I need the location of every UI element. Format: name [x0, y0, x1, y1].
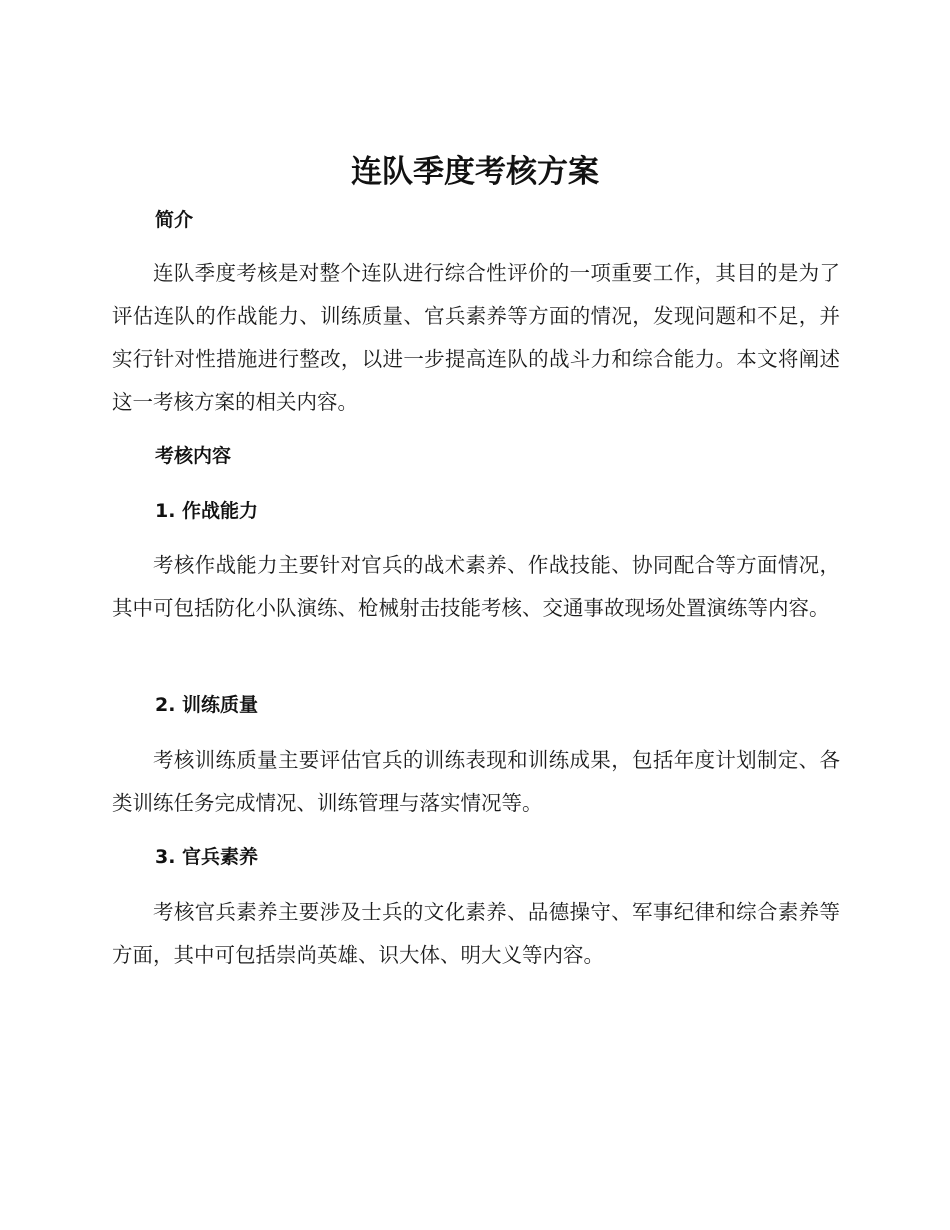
section-paragraph-quality: 考核官兵素养主要涉及士兵的文化素养、品德操守、军事纪律和综合素养等方面，其中可包括崇尚英雄、识大体、明大义等内容。: [112, 900, 840, 967]
content-heading: 考核内容: [155, 445, 232, 467]
document-title: 连队季度考核方案: [351, 154, 599, 190]
intro-paragraph: 连队季度考核是对整个连队进行综合性评价的一项重要工作，其目的是为了评估连队的作战能力、训练质量、官兵素养等方面的情况，发现问题和不足，并实行针对性措施进行整改，以进一步提高连队的战斗力和综合能力。本文将阐述这一考核方案的相关内容。: [112, 261, 840, 414]
section-heading-training: 2. 训练质量: [155, 694, 259, 716]
section-paragraph-combat: 考核作战能力主要针对官兵的战术素养、作战技能、协同配合等方面情况，其中可包括防化小队演练、枪械射击技能考核、交通事故现场处置演练等内容。: [112, 553, 840, 620]
intro-heading: 简介: [155, 209, 194, 231]
section-heading-combat: 1. 作战能力: [155, 500, 259, 522]
section-heading-quality: 3. 官兵素养: [155, 846, 259, 868]
section-paragraph-training: 考核训练质量主要评估官兵的训练表现和训练成果，包括年度计划制定、各类训练任务完成情况、训练管理与落实情况等。: [112, 748, 840, 815]
